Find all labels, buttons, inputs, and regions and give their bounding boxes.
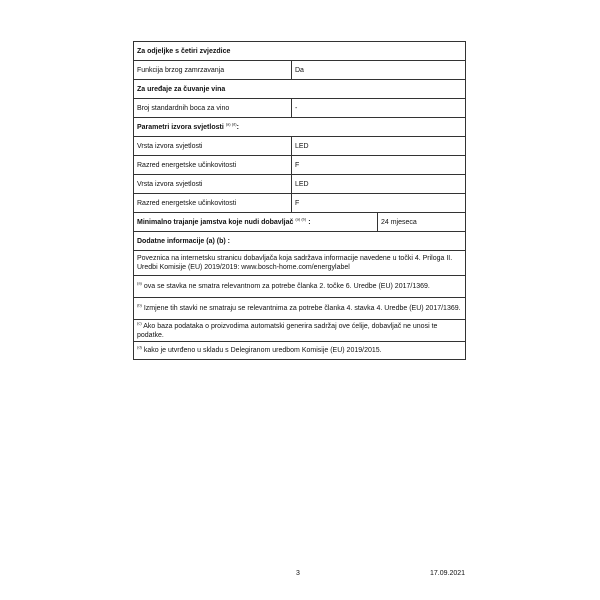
footnote-b-mark: (b) <box>137 302 142 308</box>
table-row <box>134 298 466 320</box>
wine-bottles-label: Broj standardnih boca za vino <box>134 99 292 118</box>
footnote-a-text: ova se stavka ne smatra relevantnom za potrebe članka 2. točke 6. Uredbe (EU) 2017/1369. <box>143 283 430 290</box>
table-row <box>134 61 466 80</box>
table-row <box>134 232 466 251</box>
four-star-heading: Za odjeljke s četiri zvjezdice <box>134 42 466 61</box>
energy-class-2-value: F <box>292 194 466 213</box>
warranty-label <box>134 213 378 232</box>
footnote-d <box>134 342 466 360</box>
light-type-2-value: LED <box>292 175 466 194</box>
extra-info-heading: Dodatne informacije (a) (b) : <box>134 232 466 251</box>
warranty-label-text: Minimalno trajanje jamstva koje nudi dobavljač <box>137 218 294 226</box>
table-row <box>134 175 466 194</box>
table-row <box>134 118 466 137</box>
energy-class-2-label: Razred energetske učinkovitosti <box>134 194 292 213</box>
light-params-footnote-mark: (a) (d) <box>225 121 237 127</box>
product-info-table <box>133 41 466 360</box>
energy-class-1-label: Razred energetske učinkovitosti <box>134 156 292 175</box>
table-row <box>134 156 466 175</box>
table-row <box>134 137 466 156</box>
table-row <box>134 251 466 276</box>
footnote-a-mark: (a) <box>137 280 142 286</box>
table-row <box>134 42 466 61</box>
light-params-heading: Parametri izvora svjetlosti $^{(a) (d)}$: <box>134 118 466 137</box>
table-row <box>134 342 466 360</box>
light-type-1-value: LED <box>292 137 466 156</box>
wine-bottles-value: - <box>292 99 466 118</box>
page-date: 17.09.2021 <box>430 570 466 577</box>
light-type-1-label: Vrsta izvora svjetlosti <box>134 137 292 156</box>
light-params-heading-text: Parametri izvora svjetlosti <box>137 123 224 131</box>
warranty-label-suffix: : <box>308 218 311 226</box>
table-row <box>134 213 466 232</box>
table-row <box>134 194 466 213</box>
footnote-d-text: kako je utvrđeno u skladu s Delegiranom uredbom Komisije (EU) 2019/2015. <box>143 347 382 354</box>
footnote-c <box>134 320 466 342</box>
footnote-c-mark: (c) <box>137 320 142 326</box>
extra-info-text: Poveznica na internetsku stranicu dobavljača koja sadržava informacije navedene u točki 4. Priloga II. Uredbi Komisije (EU) 2019/2019: www.bosch-home.com/energylabel <box>134 251 466 276</box>
energy-class-1-value: F <box>292 156 466 175</box>
table-row <box>134 80 466 99</box>
warranty-value: 24 mjeseca <box>378 213 466 232</box>
footnote-b-text: Izmjene tih stavki ne smatraju se relevantnima za potrebe članka 4. stavka 4. Uredbe (EU) 2017/1369. <box>143 305 461 312</box>
page-number: 3 <box>296 570 300 577</box>
table-row <box>134 320 466 342</box>
footnote-d-mark: (d) <box>137 344 142 350</box>
wine-heading: Za uređaje za čuvanje vina <box>134 80 466 99</box>
quick-freeze-label: Funkcija brzog zamrzavanja <box>134 61 292 80</box>
table-row <box>134 99 466 118</box>
footnote-a <box>134 276 466 298</box>
table-row <box>134 276 466 298</box>
light-type-2-label: Vrsta izvora svjetlosti <box>134 175 292 194</box>
footnote-c-text: Ako baza podataka o proizvodima automatski generira sadržaj ove ćelije, dobavljač ne unosi te podatke. <box>137 322 438 339</box>
warranty-footnote-mark: (a) (b) <box>295 216 307 222</box>
quick-freeze-value: Da <box>292 61 466 80</box>
footnote-b <box>134 298 466 320</box>
